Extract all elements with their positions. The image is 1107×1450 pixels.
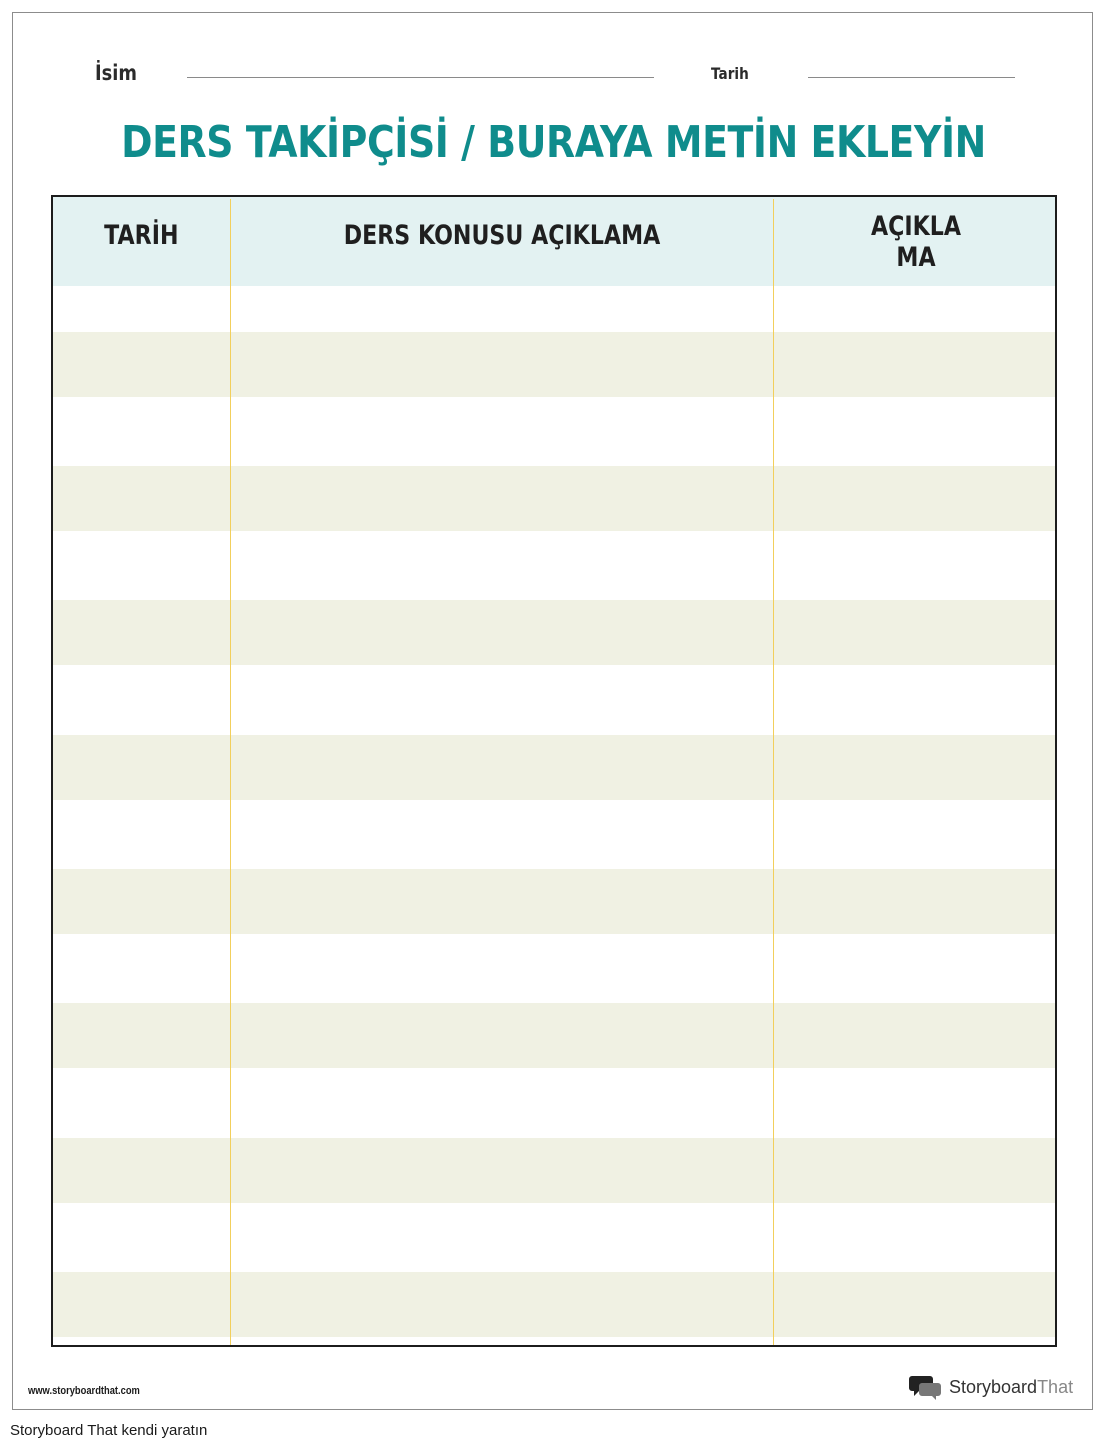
worksheet (12, 12, 1093, 1410)
column-header-topic: DERS KONUSU AÇIKLAMA (343, 220, 661, 251)
lesson-tracker-table (51, 195, 1057, 1347)
name-field[interactable] (187, 77, 654, 78)
table-row-stripe (53, 466, 1055, 531)
storyboardthat-logo[interactable] (909, 1374, 1073, 1400)
name-label: İsim (95, 61, 137, 85)
date-field[interactable] (808, 77, 1015, 78)
table-row-stripe (53, 1138, 1055, 1203)
table-row-stripe (53, 869, 1055, 934)
worksheet-title[interactable]: DERS TAKİPÇİSİ / BURAYA METİN EKLEYİN (121, 117, 986, 168)
column-header-description: AÇIKLAMA (870, 210, 962, 273)
table-header-row (53, 197, 1055, 286)
table-row-stripe (53, 1003, 1055, 1068)
table-row-stripe (53, 600, 1055, 665)
brand-secondary: That (1037, 1376, 1074, 1397)
column-header-date: TARİH (103, 220, 179, 251)
speech-bubbles-icon (909, 1374, 943, 1400)
table-row-stripe (53, 332, 1055, 397)
page-caption[interactable]: Storyboard That kendi yaratın (10, 1422, 208, 1439)
footer-url[interactable]: www.storyboardthat.com (28, 1385, 140, 1397)
table-row-stripe (53, 1272, 1055, 1337)
column-divider (773, 199, 774, 1347)
column-divider (230, 199, 231, 1347)
date-label: Tarih (711, 64, 749, 83)
table-row-stripe (53, 735, 1055, 800)
brand-primary: Storyboard (949, 1376, 1038, 1397)
